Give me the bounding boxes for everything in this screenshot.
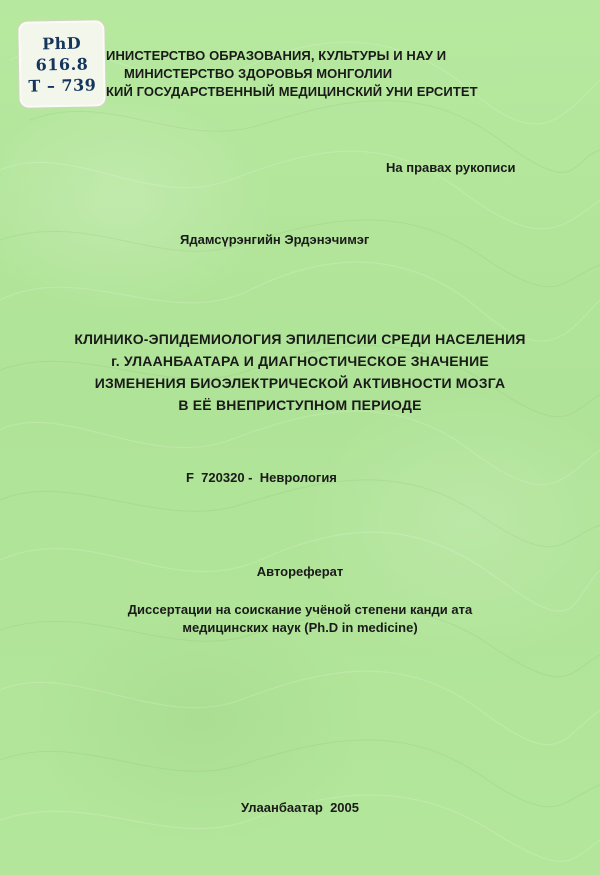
degree-line-2: медицинских наук (Ph.D in medicine) bbox=[182, 620, 418, 635]
header-line-1: ИНИСТЕРСТВО ОБРАЗОВАНИЯ, КУЛЬТУРЫ И НАУ И bbox=[106, 48, 447, 63]
specialty-code: F 720320 - Неврология bbox=[186, 470, 337, 485]
call-number-line-2: 616.8 bbox=[35, 54, 89, 74]
document-type: Автореферат bbox=[256, 564, 344, 579]
call-number-line-1: PhD bbox=[41, 33, 82, 53]
author-name: Ядамсүрэнгийн Эрдэнэчимэг bbox=[180, 232, 370, 247]
header-line-3: КИЙ ГОСУДАРСТВЕННЫЙ МЕДИЦИНСКИЙ УНИ ЕРСИТЕТ bbox=[106, 84, 478, 99]
call-number-line-3: T – 739 bbox=[28, 74, 97, 96]
place-and-year: Улаанбаатар 2005 bbox=[240, 800, 359, 815]
title-line-2: г. УЛААНБААТАРА И ДИАГНОСТИЧЕСКОЕ ЗНАЧЕНИЕ bbox=[111, 353, 489, 369]
degree-line-1: Диссертации на соискание учёной степени канди ата bbox=[127, 602, 473, 617]
rights-note: На правах рукописи bbox=[386, 160, 516, 175]
title-line-3: ИЗМЕНЕНИЯ БИОЭЛЕКТРИЧЕСКОЙ АКТИВНОСТИ МОЗГА bbox=[94, 375, 506, 391]
library-call-number-label bbox=[17, 19, 107, 109]
title-line-1: КЛИНИКО-ЭПИДЕМИОЛОГИЯ ЭПИЛЕПСИИ СРЕДИ НАСЕЛЕНИЯ bbox=[74, 331, 526, 347]
title-line-4: В ЕЁ ВНЕПРИСТУПНОМ ПЕРИОДЕ bbox=[178, 397, 422, 413]
header-line-2: МИНИСТЕРСТВО ЗДОРОВЬЯ МОНГОЛИИ bbox=[124, 66, 393, 81]
